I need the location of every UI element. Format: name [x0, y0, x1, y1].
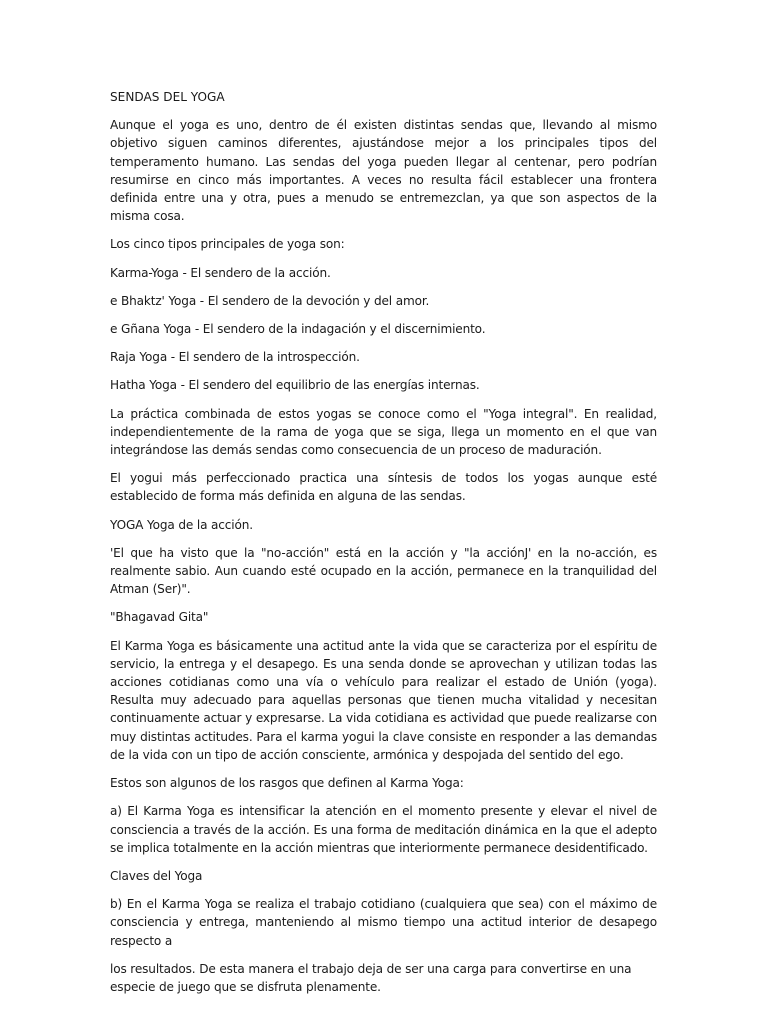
paragraph-resultados: los resultados. De esta manera el trabajo deja de ser una carga para convertirse en una especie de juego que se disfruta plenamente.	[110, 961, 632, 994]
paragraph-list-intro: Los cinco tipos principales de yoga son:	[110, 237, 345, 252]
quote-source: "Bhagavad Gita"	[110, 610, 209, 625]
list-item-gnana-yoga: e Gñana Yoga - El sendero de la indagación y el discernimiento.	[110, 322, 486, 337]
paragraph-yoga-integral: La práctica combinada de estos yogas se conoce como el "Yoga integral". En realidad, independientemente de la rama de yoga que se siga, llega un momento en el que van integrándose las demás sendas como consecuencia de un proceso de maduración.	[110, 406, 657, 458]
quote-text: 'El que ha visto que la "no-acción" está en la acción y "la acciónJ' en la no-acción, es realmente sabio. Aun cuando esté ocupado en la acción, permanece en la tranquilidad del Atman (Ser)".	[110, 545, 657, 597]
list-item-bhakti-yoga: e Bhaktz' Yoga - El sendero de la devoción y del amor.	[110, 293, 430, 308]
paragraph-rasgo-a: a) El Karma Yoga es intensificar la atención en el momento presente y elevar el nivel de consciencia a través de la acción. Es una forma de meditación dinámica en la que el adepto se implica totalmente en la acción mientras que interiormente permanece desidentificado.	[110, 804, 657, 855]
section-heading-claves: Claves del Yoga	[110, 868, 203, 883]
section-heading-accion: YOGA Yoga de la acción.	[110, 517, 253, 532]
paragraph-karma-yoga: El Karma Yoga es básicamente una actitud ante la vida que se caracteriza por el espíritu de servicio, la entrega y el desapego. Es una senda donde se aprovechan y utilizan todas las acciones cotidianas como una vía o vehículo para realizar el estado de Unión (yoga). Resulta muy adecuado para aquellas personas que tienen mucha vitalidad y necesitan continuamente actuar y expresarse. La vida cotidiana es actividad que puede realizarse con muy distintas actitudes. Para el karma yogui la clave consiste en responder a las demandas de la vida con un tipo de acción consciente, armónica y despojada del sentido del ego.	[110, 638, 657, 762]
list-item-hatha-yoga: Hatha Yoga - El sendero del equilibrio de las energías internas.	[110, 378, 480, 393]
list-item-raja-yoga: Raja Yoga - El sendero de la introspección.	[110, 350, 360, 365]
paragraph-intro: Aunque el yoga es uno, dentro de él existen distintas sendas que, llevando al mismo objetivo siguen caminos diferentes, ajustándose mejor a los principales tipos del temperamento humano. Las sendas del yoga pueden llegar al centenar, pero podrían resumirse en cinco más importantes. A veces no resulta fácil establecer una frontera definida entre una y otra, pues a menudo se entremezclan, ya que son aspectos de la misma cosa.	[110, 118, 657, 224]
list-item-karma-yoga: Karma-Yoga - El sendero de la acción.	[110, 265, 331, 280]
paragraph-rasgo-b: b) En el Karma Yoga se realiza el trabajo cotidiano (cualquiera que sea) con el máximo de consciencia y entrega, manteniendo al mismo tiempo una actitud interior de desapego respecto a	[110, 897, 657, 948]
document-page	[110, 88, 657, 1006]
paragraph-yogui-sintesis: El yogui más perfeccionado practica una síntesis de todos los yogas aunque esté establecido de forma más definida en alguna de las sendas.	[110, 471, 657, 504]
document-title: SENDAS DEL YOGA	[110, 90, 225, 104]
paragraph-rasgos-intro: Estos son algunos de los rasgos que definen al Karma Yoga:	[110, 776, 464, 791]
